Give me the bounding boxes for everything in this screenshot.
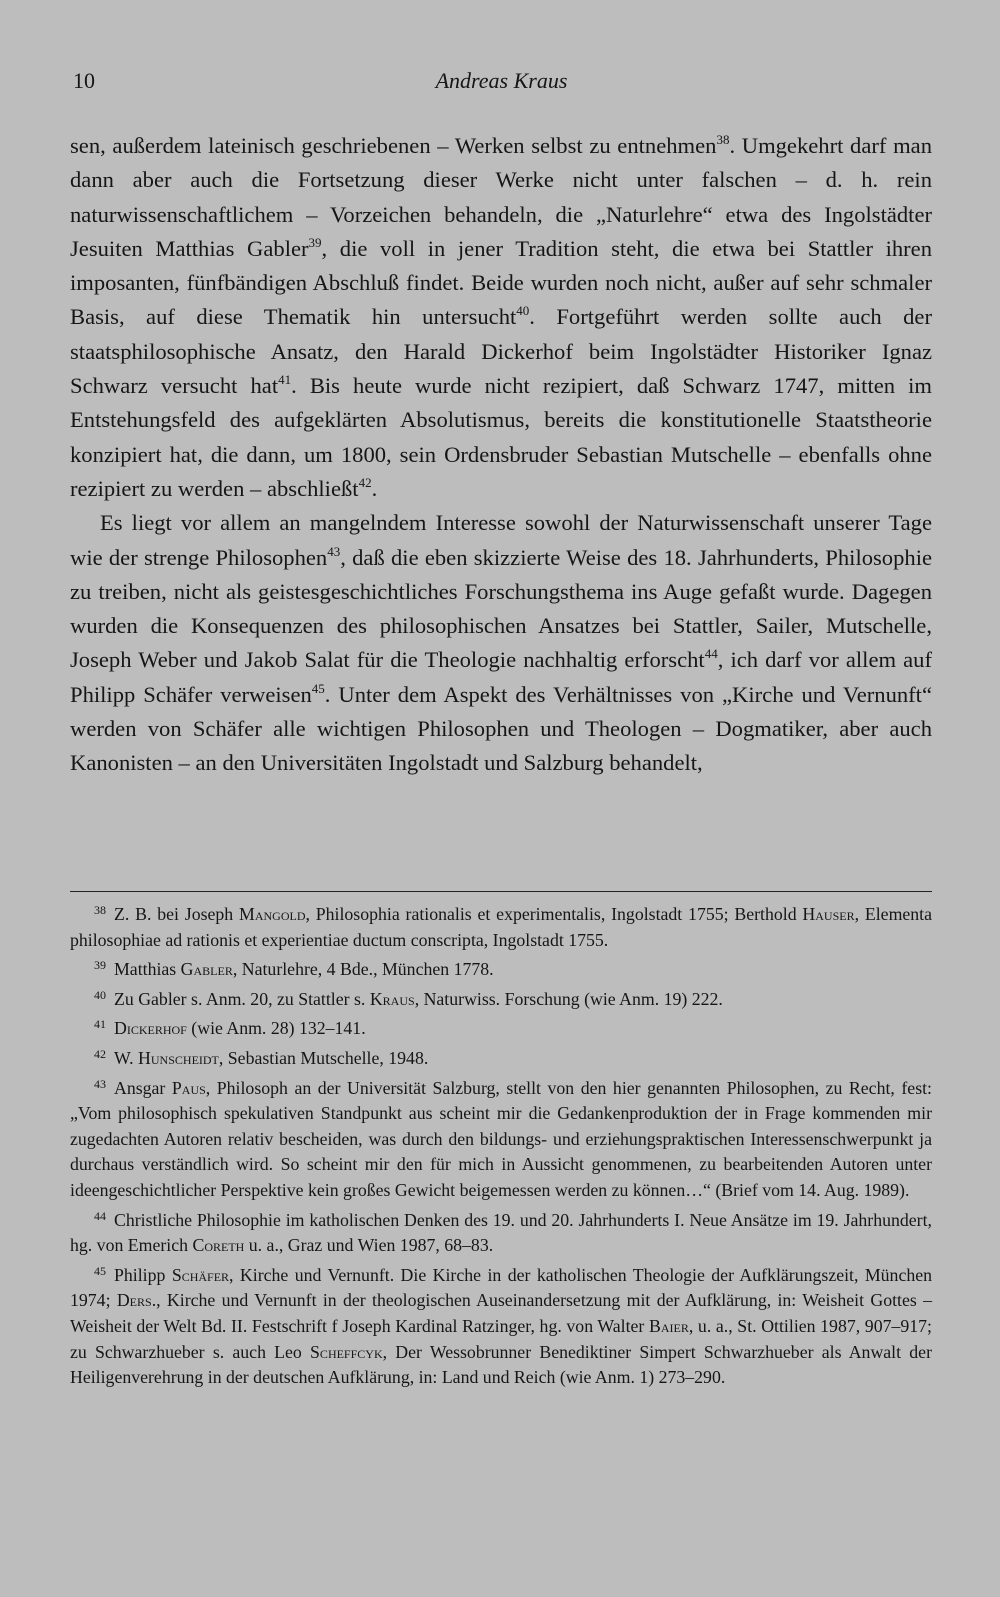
footnote-ref: 42 xyxy=(358,474,372,490)
running-head: Andreas Kraus xyxy=(435,68,568,93)
footnote-44: $^{44}$ Christliche Philosophie im katholischen Denken des 19. und 20. Jahrhunderts I. Neue Ansätze im 19. Jahrhundert, hg. von Emerich Coreth u. a., Graz und Wien 1987, 68–83. xyxy=(70,1208,932,1256)
footnote-number: 42 xyxy=(94,1046,106,1061)
footnote-divider xyxy=(70,891,932,892)
footnote-ref: 43 xyxy=(327,543,341,559)
footnote-45: $^{45}$ Philipp Schäfer, Kirche und Vernunft. Die Kirche in der katholischen Theologie der Aufklärungszeit, München 1974; Ders., Kirche und Vernunft in der theologischen Auseinandersetzung mit der Aufklärung, in: Weisheit Gottes – Weisheit der Welt Bd. II. Festschrift f Joseph Kardinal Ratzinger, hg. von Walter Baier, u. a., St. Ottilien 1987, 907–917; zu Schwarzhueber s. auch Leo Scheffcyk, Der Wessobrunner Benediktiner Simpert Schwarzhueber als Anwalt der Heiligenverehrung in der deutschen Aufklärung, in: Land und Reich (wie Anm. 1) 273–290. xyxy=(70,1263,933,1388)
footnote-40: $^{40}$ Zu Gabler s. Anm. 20, zu Stattler s. Kraus, Naturwiss. Forschung (wie Anm. 19) 222. xyxy=(94,987,723,1009)
author-name: Kraus xyxy=(369,988,415,1009)
author-name: Hauser xyxy=(802,904,855,924)
author-name: Baier xyxy=(648,1315,689,1336)
author-name: Scheffcyk xyxy=(310,1341,383,1362)
footnote-38: $^{38}$ Z. B. bei Joseph Mangold, Philosophia rationalis et experimentalis, Ingolstadt 1755; Berthold Hauser, Elementa philosophiae ad rationis et experientiae ductum conscripta, Ingolstadt 1755. xyxy=(70,903,933,950)
paragraph: Es liegt vor allem an mangelndem Interesse sowohl der Naturwissenschaft unserer Tage wie der strenge Philosophen$^{43}$, daß die eben skizzierte Weise des 18. Jahrhunderts, Philosophie zu treiben, nicht als geistesgeschichtliches Forschungsthema ins Auge gefaßt wurde. Dagegen wurden die Konsequenzen des philosophischen Ansatzes bei Stattler, Sailer, Mutschelle, Joseph Weber und Jakob Salat für die Theologie nachhaltig erforscht$^{44}$, ich darf vor allem auf Philipp Schäfer verweisen$^{45}$. Unter dem Aspekt des Verhältnisses von „Kirche und Vernunft“ werden von Schäfer alle wichtigen Philosophen und Theologen – Dogmatiker, aber auch Kanonisten – an den Universitäten Ingolstadt und Salzburg behandelt, xyxy=(70,510,933,776)
footnote-number: 43 xyxy=(94,1076,106,1091)
footnote-number: 38 xyxy=(94,903,106,917)
footnote-ref: 45 xyxy=(311,680,325,696)
paragraph: sen, außerdem lateinisch geschriebenen – Werken selbst zu entnehmen$^{38}$. Umgekehrt darf man dann aber auch die Fortsetzung dieser Werke nicht unter falschen – d. h. rein naturwissenschaftlichem – Vorzeichen behandeln, die „Naturlehre“ etwa des Ingolstädter Jesuiten Matthias Gabler$^{39}$, die voll in jener Tradition steht, die etwa bei Stattler ihren imposanten, fünfbändigen Abschluß findet. Beide wurden noch nicht, außer auf sehr schmaler Basis, auf diese Thematik hin untersucht$^{40}$. Fortgeführt werden sollte auch der staatsphilosophische Ansatz, den Harald Dickerhof beim Ingolstädter Historiker Ignaz Schwarz versucht hat$^{41}$. Bis heute wurde nicht rezipiert, daß Schwarz 1747, mitten im Entstehungsfeld des aufgeklärten Absolutismus, bereits die konstitutionelle Staatstheorie konzipiert hat, die dann, um 1800, sein Ordensbruder Sebastian Mutschelle – ebenfalls ohne rezipiert zu werden – abschließt$^{42}$. xyxy=(70,132,932,501)
page-header xyxy=(73,64,930,100)
footnote-number: 44 xyxy=(94,1208,106,1223)
footnotes xyxy=(70,898,932,1391)
footnote-ref: 40 xyxy=(516,303,530,319)
footnote-ref: 38 xyxy=(716,132,730,147)
author-name: Dickerhof xyxy=(114,1018,187,1039)
author-name: Schäfer xyxy=(171,1264,230,1285)
footnote-42: $^{42}$ W. Hunscheidt, Sebastian Mutschelle, 1948. xyxy=(94,1046,429,1068)
main-text xyxy=(70,129,932,781)
footnote-39: $^{39}$ Matthias Gabler, Naturlehre, 4 Bde., München 1778. xyxy=(94,958,494,980)
footnote-number: 39 xyxy=(94,958,106,973)
footnote-number: 45 xyxy=(94,1263,106,1278)
footnote-ref: 41 xyxy=(278,372,292,388)
page-number: 10 xyxy=(73,68,95,93)
footnote-number: 40 xyxy=(94,987,106,1002)
footnote-ref: 44 xyxy=(704,646,718,662)
footnote-41: $^{41}$ Dickerhof (wie Anm. 28) 132–141. xyxy=(94,1017,366,1039)
author-name: Paus xyxy=(171,1077,206,1098)
author-name: Mangold xyxy=(239,904,306,924)
author-name: Ders xyxy=(116,1290,152,1311)
author-name: Coreth xyxy=(192,1235,245,1256)
author-name: Gabler xyxy=(180,959,233,980)
footnote-number: 41 xyxy=(94,1017,106,1032)
author-name: Hunscheidt xyxy=(138,1047,219,1068)
footnote-ref: 39 xyxy=(308,234,322,250)
footnote-43: $^{43}$ Ansgar Paus, Philosoph an der Universität Salzburg, stellt von den hier genannten Philosophen, zu Recht, fest: „Vom philosophisch spekulativen Standpunkt aus scheint mir die Gedankenproduktion der in Frage kommenden mir zugedachten Autoren relativ bescheiden, was durch den bildungs- und erziehungspraktischen Interessenschwerpunkt ja durchaus verständlich wird. So scheint mir den für mich in Aussicht genommenen, zu bearbeitenden Autoren unter ideengeschichtlicher Perspektive kein großes Gewicht beigemessen werden zu können…“ (Brief vom 14. Aug. 1989). xyxy=(70,1076,932,1200)
